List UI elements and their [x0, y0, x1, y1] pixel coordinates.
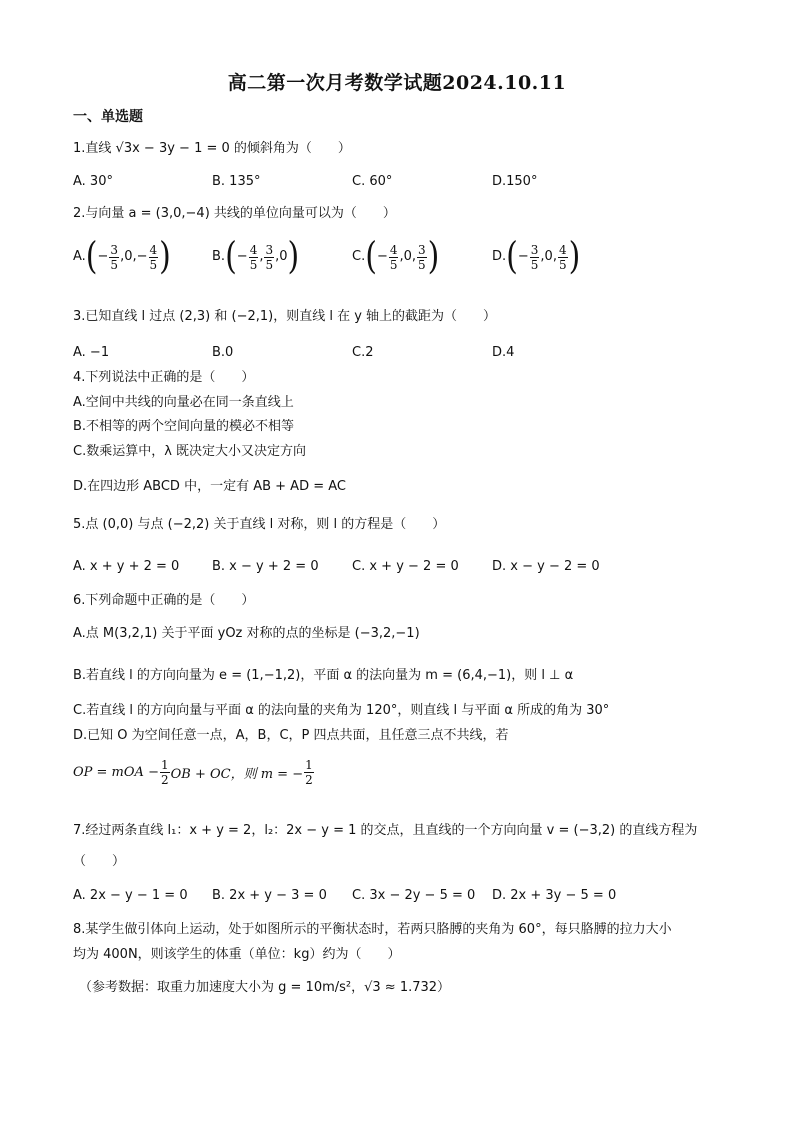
fraction: $\frac{3}{5}$: [418, 242, 426, 272]
question-2-option-a[interactable]: A. ( − $\frac{3}{5}$ ,0,− $\frac{4}{5}$ ): [73, 234, 171, 279]
question-6-option-d[interactable]: D.已知 O 为空间任意一点，A，B，C，P 四点共面，且任意三点不共线，若: [73, 728, 509, 743]
question-7-option-c[interactable]: C. 3x − 2y − 5 = 0: [352, 888, 476, 903]
fraction: $\frac{3}{5}$: [110, 242, 119, 272]
option-label: D.: [492, 249, 507, 264]
question-5-option-c[interactable]: C. x + y − 2 = 0: [352, 559, 459, 574]
question-3-option-a[interactable]: A. −1: [73, 345, 110, 360]
question-2-option-b[interactable]: B. ( − $\frac{4}{5}$ , $\frac{3}{5}$ ,0 ): [212, 234, 300, 279]
question-6-option-d-formula: OP = mOA − $\frac{1}{2}$ OB + OC，则 m = − $\frac{1}{2}$: [73, 758, 313, 787]
paren-left: (: [365, 234, 377, 279]
question-7-option-a[interactable]: A. 2x − y − 1 = 0: [73, 888, 188, 903]
question-1-option-d[interactable]: D.150°: [492, 174, 538, 189]
question-3-stem: 3.已知直线 l 过点 (2,3) 和 (−2,1)，则直线 l 在 y 轴上的截距为（ ）: [73, 309, 497, 324]
paren-left: (: [225, 234, 237, 279]
option-label: C.: [352, 249, 366, 264]
question-3-option-b[interactable]: B.0: [212, 345, 234, 360]
fraction: $\frac{3}{5}$: [530, 242, 539, 272]
option-label: B.: [212, 249, 226, 264]
question-4-option-b[interactable]: B.不相等的两个空间向量的模必不相等: [73, 419, 295, 434]
question-4-option-c[interactable]: C.数乘运算中，λ 既决定大小又决定方向: [73, 444, 307, 459]
question-8-stem: 8.某学生做引体向上运动，处于如图所示的平衡状态时，若两只胳膊的夹角为 60°，每只胳膊的拉力大小: [73, 922, 672, 937]
paren-left: (: [85, 234, 98, 279]
question-4-option-a[interactable]: A.空间中共线的向量必在同一条直线上: [73, 395, 294, 410]
question-5-option-d[interactable]: D. x − y − 2 = 0: [492, 559, 600, 574]
paren-right: ): [159, 234, 171, 279]
question-2-stem: 2.与向量 a = (3,0,−4) 共线的单位向量可以为（ ）: [73, 206, 396, 221]
page-title: 高二第一次月考数学试题2024.10.11: [227, 72, 567, 94]
question-7-stem: 7.经过两条直线 l₁：x + y = 2，l₂：2x − y = 1 的交点，且直线的一个方向向量 v = (−3,2) 的直线方程为: [73, 823, 698, 838]
question-1-stem: 1.直线 √3x − 3y − 1 = 0 的倾斜角为（ ）: [73, 141, 351, 156]
question-5-option-a[interactable]: A. x + y + 2 = 0: [73, 559, 180, 574]
section-heading: 一、单选题: [73, 109, 143, 125]
fraction: $\frac{4}{5}$: [149, 242, 158, 272]
paren-right: ): [427, 234, 440, 279]
question-6-option-c[interactable]: C.若直线 l 的方向向量与平面 α 的法向量的夹角为 120°，则直线 l 与平面 α 所成的角为 30°: [73, 703, 610, 718]
question-6-option-b[interactable]: B.若直线 l 的方向向量为 e = (1,−1,2)，平面 α 的法向量为 m = (6,4,−1)，则 l ⊥ α: [73, 668, 574, 683]
question-1-option-a[interactable]: A. 30°: [73, 174, 113, 189]
question-1-option-b[interactable]: B. 135°: [212, 174, 261, 189]
question-1-option-c[interactable]: C. 60°: [352, 174, 393, 189]
option-label: A.: [73, 249, 86, 264]
question-5-option-b[interactable]: B. x − y + 2 = 0: [212, 559, 319, 574]
paren-right: ): [568, 234, 581, 279]
question-3-option-c[interactable]: C.2: [352, 345, 374, 360]
question-8-stem-continued: 均为 400N，则该学生的体重（单位：kg）约为（ ）: [73, 947, 401, 962]
question-6-option-a[interactable]: A.点 M(3,2,1) 关于平面 yOz 对称的点的坐标是 (−3,2,−1): [73, 626, 420, 641]
fraction: $\frac{1}{2}$: [160, 758, 169, 787]
question-8-reference-data: （参考数据：取重力加速度大小为 g = 10m/s²，√3 ≈ 1.732）: [79, 980, 451, 995]
fraction: $\frac{4}{5}$: [558, 242, 567, 272]
question-6-stem: 6.下列命题中正确的是（ ）: [73, 593, 255, 608]
question-7-stem-continued: （ ）: [73, 854, 126, 869]
question-4-option-d[interactable]: D.在四边形 ABCD 中，一定有 AB + AD = AC: [73, 479, 346, 494]
question-7-option-d[interactable]: D. 2x + 3y − 5 = 0: [492, 888, 617, 903]
fraction: $\frac{4}{5}$: [249, 242, 258, 272]
question-2-option-d[interactable]: D. ( − $\frac{3}{5}$ ,0, $\frac{4}{5}$ ): [492, 234, 581, 279]
question-3-option-d[interactable]: D.4: [492, 345, 515, 360]
paren-left: (: [506, 234, 518, 279]
question-4-stem: 4.下列说法中正确的是（ ）: [73, 370, 255, 385]
fraction: $\frac{1}{2}$: [305, 758, 313, 787]
paren-right: ): [287, 234, 300, 279]
fraction: $\frac{3}{5}$: [265, 242, 274, 272]
question-5-stem: 5.点 (0,0) 与点 (−2,2) 关于直线 l 对称，则 l 的方程是（ ）: [73, 517, 446, 532]
question-7-option-b[interactable]: B. 2x + y − 3 = 0: [212, 888, 327, 903]
question-2-option-c[interactable]: C. ( − $\frac{4}{5}$ ,0, $\frac{3}{5}$ ): [352, 234, 440, 279]
fraction: $\frac{4}{5}$: [389, 242, 398, 272]
